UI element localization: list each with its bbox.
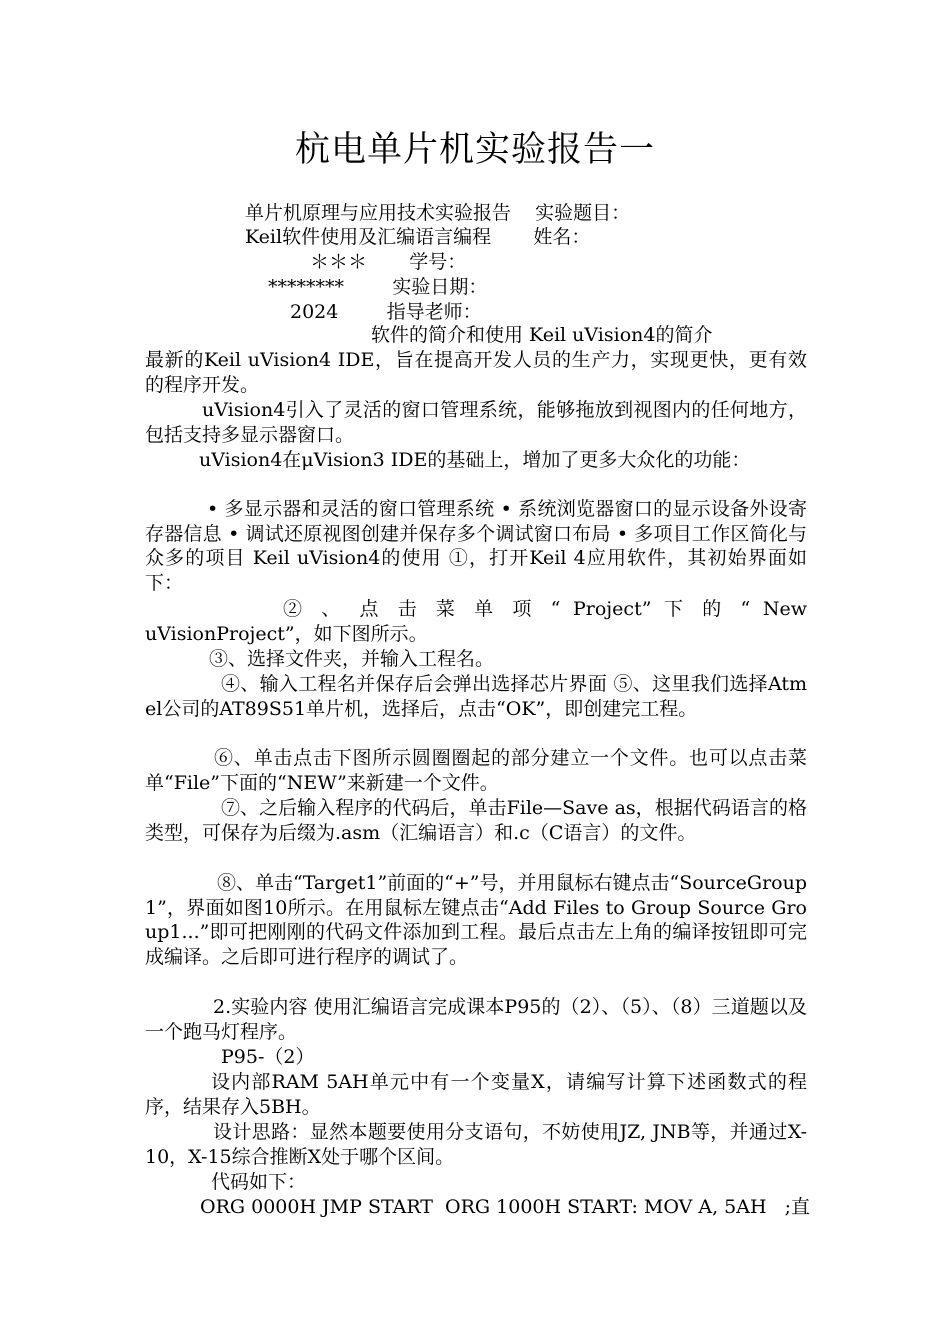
document-title: 杭电单片机实验报告一	[294, 130, 655, 170]
paragraph-problem-label: P95-（2）	[221, 1046, 315, 1068]
paragraph-intro: 最新的Keil uVision4 IDE，旨在提高开发人员的生产力，实现更快，更有效的程序开发。	[145, 349, 807, 396]
paragraph-window-system: uVision4引入了灵活的窗口管理系统，能够拖放到视图内的任何地方，包括支持多显示器窗口。	[145, 399, 807, 446]
paragraph-code-label: 代码如下：	[211, 1171, 307, 1193]
paragraph-features: uVision4在μVision3 IDE的基础上，增加了更多大众化的功能：	[199, 449, 751, 471]
paragraph-step-2: ② 、 点 击 菜 单 项 “ Project” 下 的 “ New	[283, 598, 807, 620]
header-line-date: 2024 指导老师：	[290, 301, 482, 323]
header-line-course: 单片机原理与应用技术实验报告 实验题目：	[245, 202, 631, 224]
paragraph-step-8: ⑧、单击“Target1”前面的“+”号，并用鼠标右键点击“SourceGroup1”，界面如图10所示。在用鼠标左键点击“Add Files to Group Source Group1...”即可把刚刚的代码文件添加到工程。最后点击左上角的编译按钮即可完成编译。之后即可进行程序的调试了。	[145, 872, 807, 968]
paragraph-step-7: ⑦、之后输入程序的代码后，单击File—Save as，根据代码语言的格类型，可保存为后缀为.asm（汇编语言）和.c（C语言）的文件。	[145, 797, 807, 844]
paragraph-step-2-cont: uVisionProject”，如下图所示。	[145, 623, 428, 645]
paragraph-intro-heading: 软件的简介和使用 Keil uVision4的简介	[371, 324, 713, 346]
header-line-topic: Keil软件使用及汇编语言编程 姓名：	[245, 226, 591, 248]
header-line-name: ＊＊＊ 学号：	[310, 251, 467, 273]
paragraph-experiment-content: 2.实验内容 使用汇编语言完成课本P95的（2）、（5）、（8）三道题以及一个跑马灯程序。	[145, 996, 807, 1043]
header-line-student-id: ******** 实验日期：	[268, 276, 488, 298]
paragraph-feature-list: • 多显示器和灵活的窗口管理系统 • 系统浏览器窗口的显示设备外设寄存器信息 • 调试还原视图创建并保存多个调试窗口布局 • 多项目工作区简化与众多的项目 Keil uVision4的使用 ①，打开Keil 4应用软件，其初始界面如下：	[145, 498, 807, 594]
paragraph-step-3: ③、选择文件夹，并输入工程名。	[209, 648, 495, 670]
paragraph-step-4-5: ④、输入工程名并保存后会弹出选择芯片界面 ⑤、这里我们选择Atmel公司的AT89S51单片机，选择后，点击“OK”，即创建完工程。	[145, 673, 807, 720]
paragraph-step-6: ⑥、单击点击下图所示圆圈圈起的部分建立一个文件。也可以点击菜单“File”下面的“NEW”来新建一个文件。	[145, 747, 807, 794]
paragraph-design-idea: 设计思路：显然本题要使用分支语句，不妨使用JZ, JNB等，并通过X-10，X-15综合推断X处于哪个区间。	[145, 1121, 807, 1168]
paragraph-problem-statement: 设内部RAM 5AH单元中有一个变量X，请编写计算下述函数式的程序，结果存入5BH。	[145, 1071, 807, 1118]
paragraph-code-line: ORG 0000H JMP START ORG 1000H START: MOV A, 5AH ;直	[200, 1196, 811, 1218]
